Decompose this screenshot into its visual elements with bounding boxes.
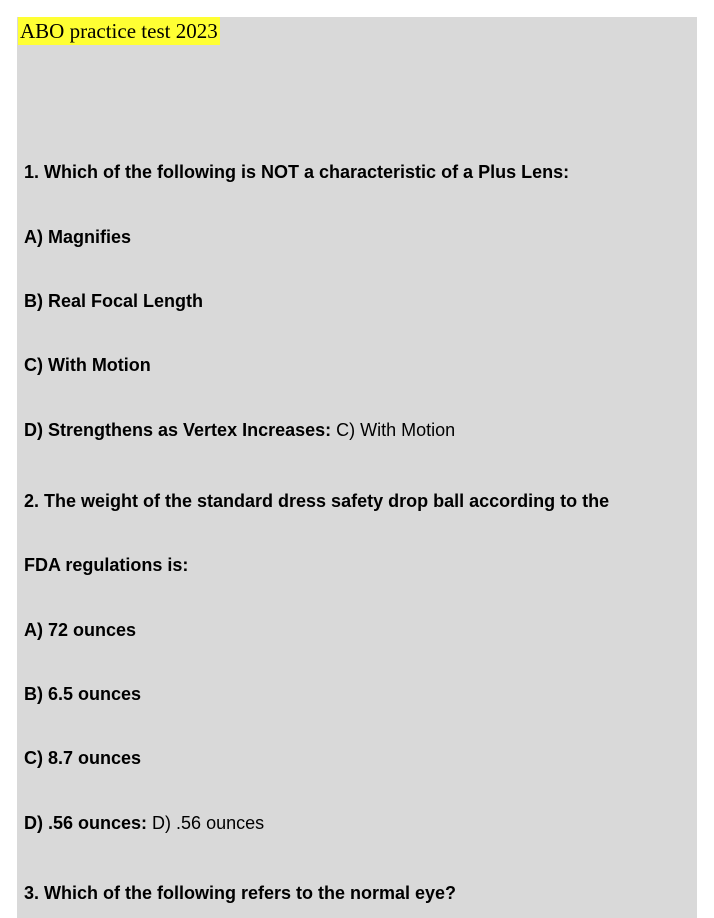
question-1-option-c: [24, 354, 151, 376]
option-text: A) Magnifies: [24, 227, 132, 247]
question-2-prompt-line-1: [24, 490, 609, 512]
question-2-option-b: [24, 683, 141, 705]
question-2-text: 2. The weight of the standard dress safety drop ball according to the: [24, 491, 610, 511]
option-text: C) With Motion: [24, 355, 151, 375]
question-2-option-c: [24, 747, 141, 769]
question-2-option-a: [24, 619, 136, 641]
option-text: D) Strengthens as Vertex Increases:: [24, 420, 332, 440]
option-text: A) 72 ounces: [24, 620, 137, 640]
question-2-answer: D) .56 ounces: [152, 813, 265, 833]
question-1-text: 1. Which of the following is NOT a characteristic of a Plus Lens:: [24, 162, 570, 182]
question-1-option-a: [24, 226, 131, 248]
question-1-answer: C) With Motion: [336, 420, 456, 440]
document-page: [17, 17, 697, 918]
question-2-option-d: [24, 812, 264, 834]
option-text: B) 6.5 ounces: [24, 684, 142, 704]
question-2-text-continued: FDA regulations is:: [24, 555, 189, 575]
option-text: C) 8.7 ounces: [24, 748, 142, 768]
question-3-prompt: [24, 882, 456, 904]
option-text: B) Real Focal Length: [24, 291, 204, 311]
question-1-option-d: [24, 419, 455, 441]
question-3-text: 3. Which of the following refers to the normal eye?: [24, 883, 457, 903]
document-title: ABO practice test 2023: [20, 19, 218, 43]
question-2-prompt-line-2: [24, 554, 188, 576]
question-1-prompt: [24, 161, 569, 183]
option-text: D) .56 ounces:: [24, 813, 148, 833]
question-1-option-b: [24, 290, 203, 312]
